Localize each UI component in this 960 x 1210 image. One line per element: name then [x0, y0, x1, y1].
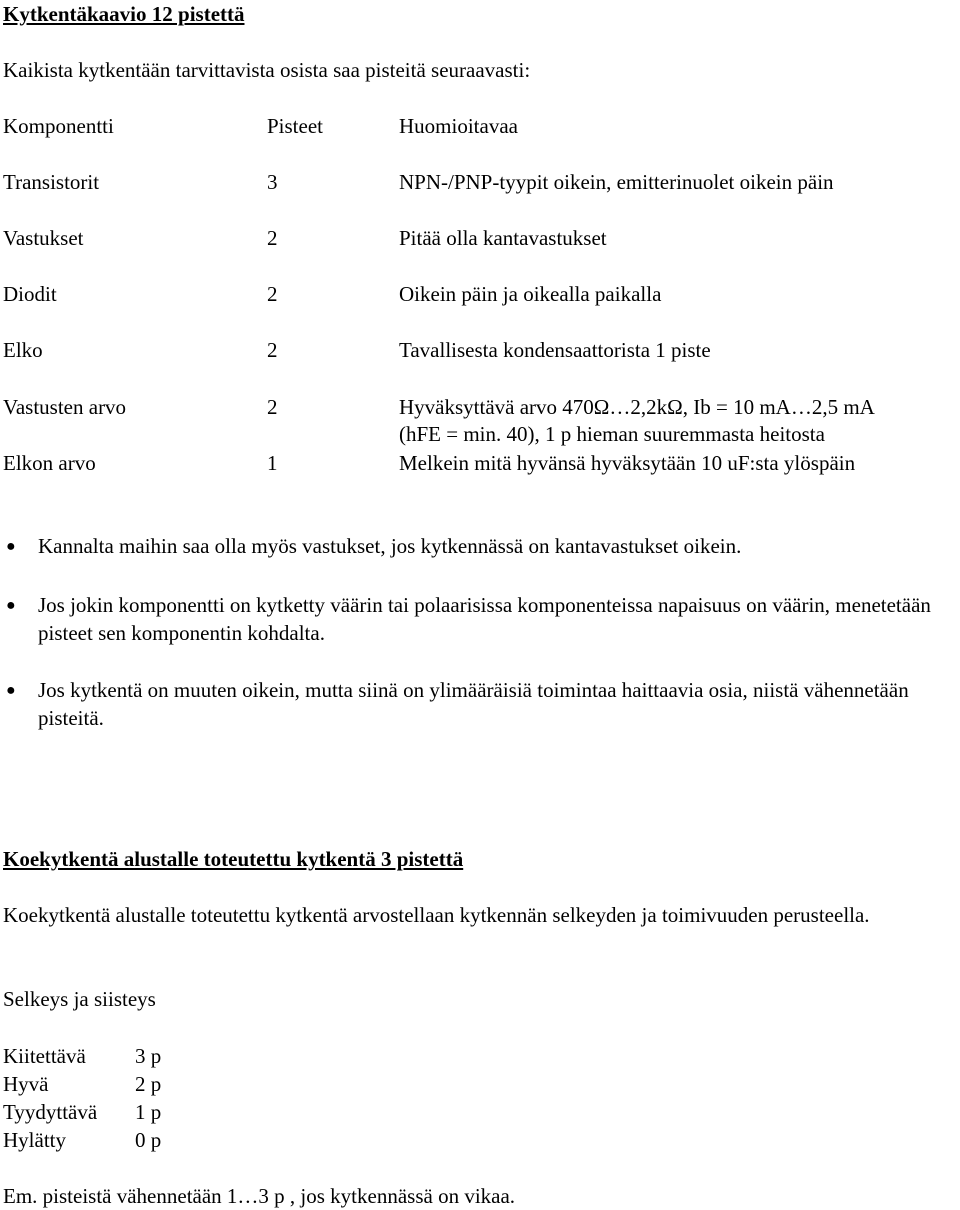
- row-note: Melkein mitä hyvänsä hyväksytään 10 uF:sta ylöspäin: [399, 451, 856, 475]
- grade-label: Hylätty: [3, 1128, 66, 1152]
- row-component: Transistorit: [3, 170, 100, 194]
- bullet-text: Kannalta maihin saa olla myös vastukset, jos kytkennässä on kantavastukset oikein.: [38, 534, 742, 558]
- bullet-text: Jos jokin komponentti on kytketty väärin tai polaarisissa komponenteissa napaisuus on väärin, menetetään pisteet sen komponentin kohdalta.: [38, 593, 931, 645]
- grade-label: Hyvä: [3, 1072, 49, 1096]
- row-note: Hyväksyttävä arvo 470Ω…2,2kΩ, Ib = 10 mA…2,5 mA: [399, 395, 875, 419]
- grade-value: 2 p: [135, 1072, 162, 1096]
- grade-value: 0 p: [135, 1128, 162, 1152]
- row-note: NPN-/PNP-tyypit oikein, emitterinuolet oikein päin: [399, 170, 834, 194]
- grade-value: 1 p: [135, 1100, 162, 1124]
- row-note-continued: (hFE = min. 40), 1 p hieman suuremmasta heitosta: [399, 422, 825, 446]
- bullet-icon: ●: [6, 597, 16, 614]
- row-component: Vastukset: [3, 226, 84, 250]
- row-note: Oikein päin ja oikealla paikalla: [399, 282, 662, 306]
- row-component: Diodit: [3, 282, 57, 306]
- column-header-points: Pisteet: [267, 114, 323, 138]
- section2-heading: Koekytkentä alustalle toteutettu kytkentä 3 pistettä: [3, 847, 464, 871]
- grade-value: 3 p: [135, 1044, 162, 1068]
- row-points: 2: [267, 282, 278, 306]
- row-component: Vastusten arvo: [3, 395, 127, 419]
- row-points: 2: [267, 395, 278, 419]
- row-component: Elko: [3, 338, 43, 362]
- row-points: 1: [267, 451, 278, 475]
- bullet-text: Jos kytkentä on muuten oikein, mutta siinä on ylimääräisiä toimintaa haittaavia osia, niistä vähennetään pisteitä.: [38, 678, 909, 730]
- grade-label: Kiitettävä: [3, 1044, 86, 1068]
- column-header-notes: Huomioitavaa: [399, 114, 518, 138]
- row-points: 3: [267, 170, 278, 194]
- row-component: Elkon arvo: [3, 451, 96, 475]
- section1-heading: Kytkentäkaavio 12 pistettä: [3, 2, 245, 26]
- bullet-icon: ●: [6, 538, 16, 555]
- section2-subheading: Selkeys ja siisteys: [3, 987, 156, 1011]
- grade-label: Tyydyttävä: [3, 1100, 98, 1124]
- footer-note: Em. pisteistä vähennetään 1…3 p , jos kytkennässä on vikaa.: [3, 1184, 516, 1208]
- row-points: 2: [267, 338, 278, 362]
- section2-paragraph: Koekytkentä alustalle toteutettu kytkentä arvostellaan kytkennän selkeyden ja toimivuuden perusteella.: [3, 903, 870, 927]
- section1-intro: Kaikista kytkentään tarvittavista osista saa pisteitä seuraavasti:: [3, 58, 531, 82]
- row-note: Tavallisesta kondensaattorista 1 piste: [399, 338, 711, 362]
- row-points: 2: [267, 226, 278, 250]
- bullet-icon: ●: [6, 682, 16, 699]
- row-note: Pitää olla kantavastukset: [399, 226, 607, 250]
- column-header-component: Komponentti: [3, 114, 114, 138]
